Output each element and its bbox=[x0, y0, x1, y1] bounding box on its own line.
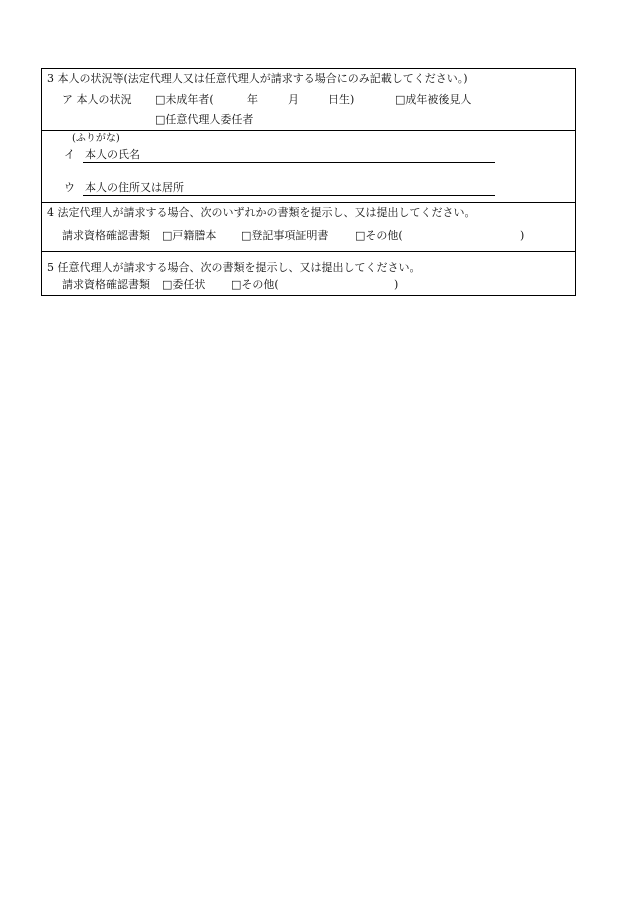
docs-label: 請求資格確認書類 bbox=[62, 278, 150, 291]
registry-certificate-checkbox[interactable]: □登記事項証明書 bbox=[241, 229, 329, 242]
name-label: 本人の氏名 bbox=[85, 148, 140, 161]
name-field[interactable] bbox=[83, 162, 495, 163]
birth-day-label: 日生) bbox=[328, 93, 355, 106]
section-3-status bbox=[42, 69, 575, 130]
adult-ward-checkbox[interactable]: □成年被後見人 bbox=[395, 93, 472, 106]
item-i-label: イ bbox=[64, 148, 75, 161]
item-u-label: ウ bbox=[64, 181, 75, 194]
family-register-checkbox[interactable]: □戸籍謄本 bbox=[162, 229, 217, 242]
year-label: 年 bbox=[247, 93, 258, 106]
section-5-heading: 5 任意代理人が請求する場合、次の書類を提示し、又は提出してください。 bbox=[47, 261, 421, 274]
month-label: 月 bbox=[288, 93, 299, 106]
section-3-heading: 3 本人の状況等(法定代理人又は任意代理人が請求する場合にのみ記載してください。) bbox=[47, 72, 468, 85]
other-checkbox[interactable]: □その他( bbox=[355, 229, 403, 242]
power-of-attorney-checkbox[interactable]: □委任状 bbox=[162, 278, 206, 291]
furigana-label: (ふりがな) bbox=[72, 133, 120, 144]
address-field[interactable] bbox=[83, 195, 495, 196]
status-label: ア 本人の状況 bbox=[62, 93, 132, 106]
other-close-paren: ) bbox=[394, 278, 399, 291]
other-checkbox[interactable]: □その他( bbox=[231, 278, 279, 291]
section-4-legal-agent bbox=[42, 202, 575, 251]
other-close-paren: ) bbox=[520, 229, 525, 242]
section-3-identity bbox=[42, 130, 575, 202]
docs-label: 請求資格確認書類 bbox=[62, 229, 150, 242]
request-form-table bbox=[41, 68, 576, 296]
section-4-heading: 4 法定代理人が請求する場合、次のいずれかの書類を提示し、又は提出してください。 bbox=[47, 206, 476, 219]
section-5-voluntary-agent bbox=[42, 251, 575, 297]
principal-checkbox[interactable]: □任意代理人委任者 bbox=[155, 113, 254, 126]
address-label: 本人の住所又は居所 bbox=[85, 181, 184, 194]
minor-checkbox[interactable]: □未成年者( bbox=[155, 93, 214, 106]
